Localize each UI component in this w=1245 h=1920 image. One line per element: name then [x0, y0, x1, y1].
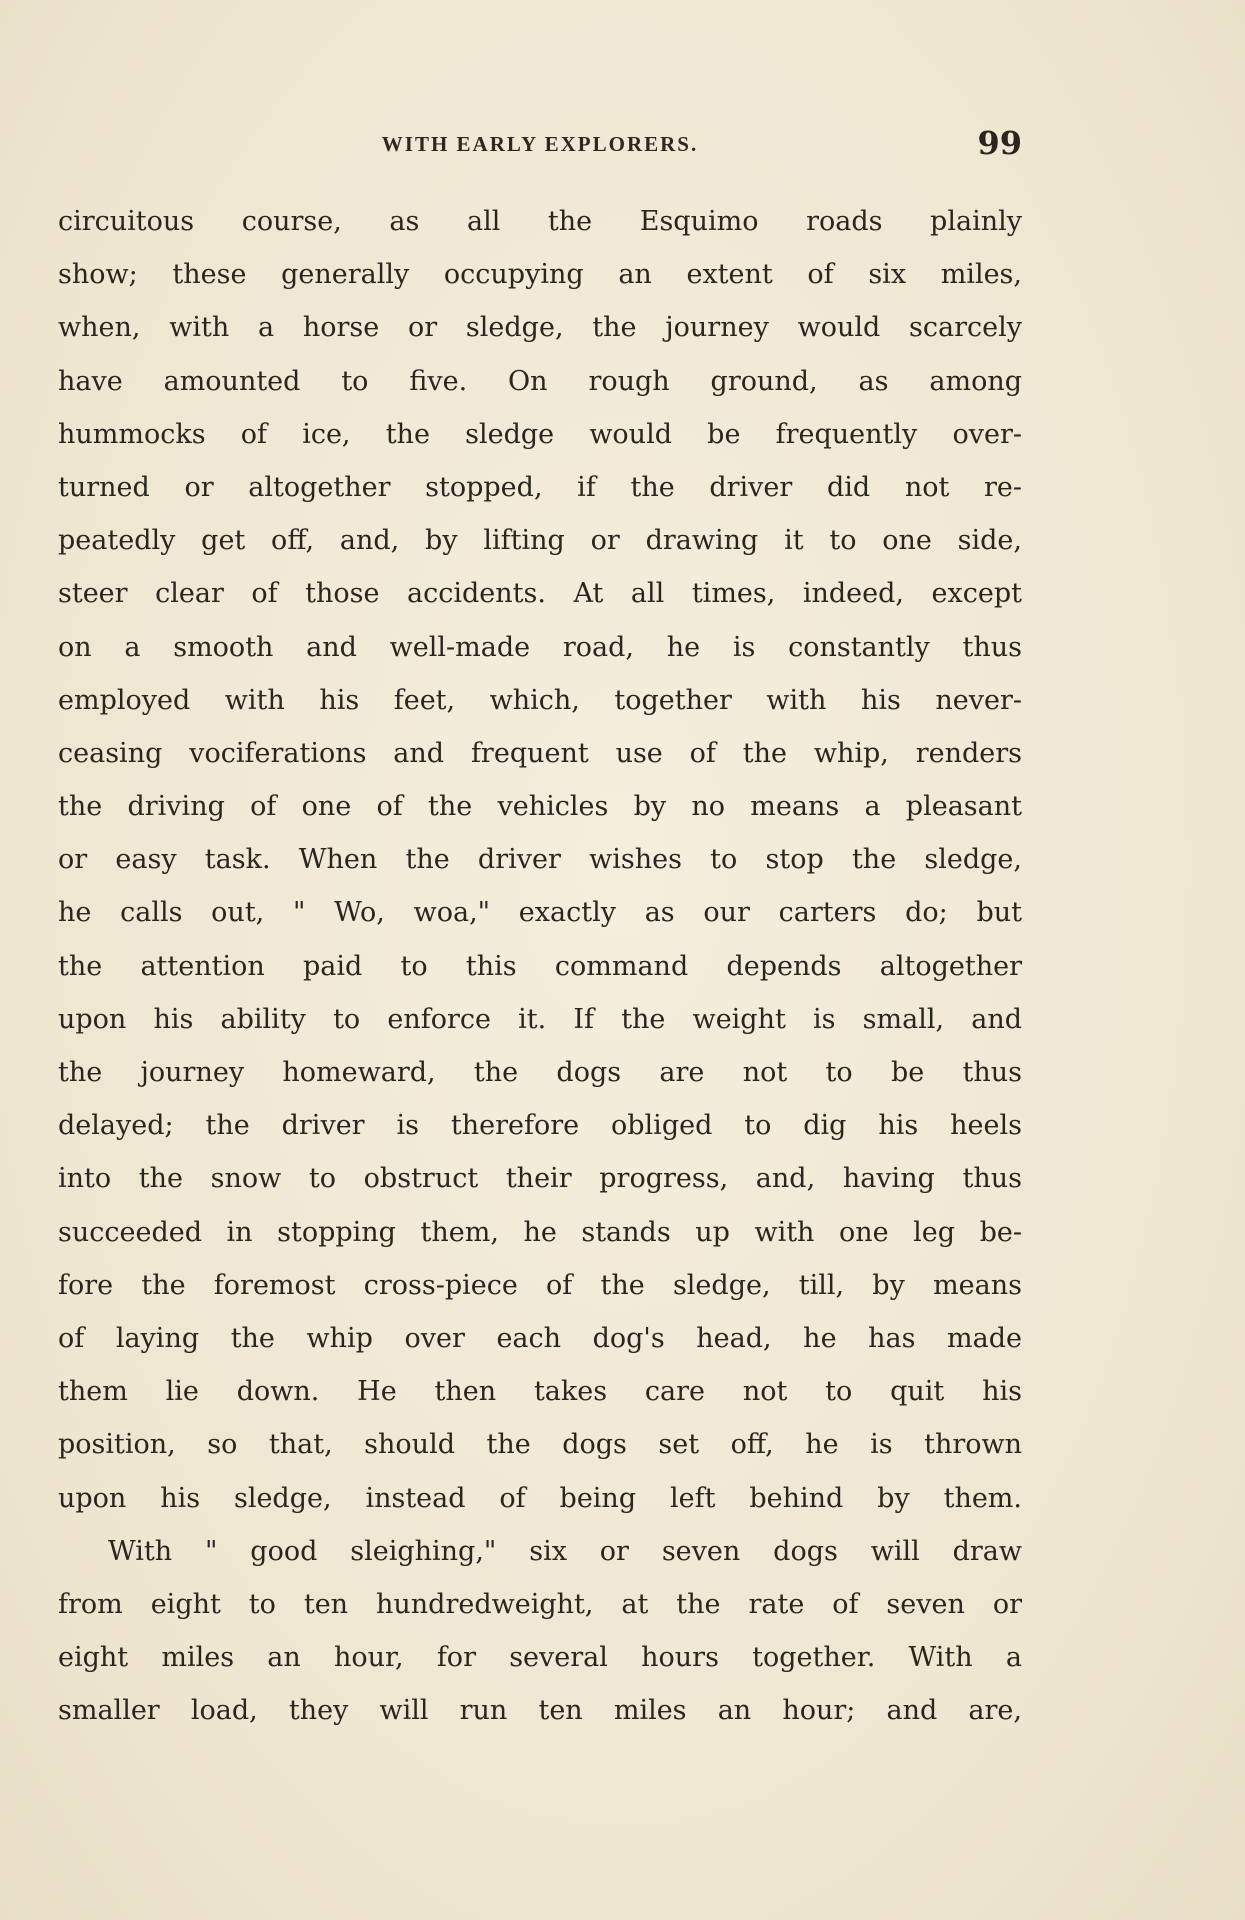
body-text: [58, 195, 1022, 1737]
text-line: eight miles an hour, for several hours together. With a: [58, 1642, 1022, 1674]
text-line: steer clear of those accidents. At all times, indeed, except: [58, 578, 1022, 610]
page-number: 99: [977, 124, 1022, 162]
text-line: peatedly get off, and, by lifting or drawing it to one side,: [58, 525, 1022, 557]
text-line: circuitous course, as all the Esquimo roads plainly: [58, 206, 1022, 237]
text-line: the journey homeward, the dogs are not to be thus: [58, 1057, 1022, 1088]
text-line: employed with his feet, which, together with his never-: [58, 684, 1022, 716]
running-title: WITH EARLY EXPLORERS.: [381, 132, 699, 156]
text-line: the driving of one of the vehicles by no means a pleasant: [58, 791, 1022, 823]
text-line: he calls out, " Wo, woa," exactly as our carters do; but: [58, 897, 1022, 929]
text-line: when, with a horse or sledge, the journey would scarcely: [58, 312, 1022, 344]
text-line: the attention paid to this command depends altogether: [58, 950, 1022, 982]
text-line: smaller load, they will run ten miles an hour; and are,: [58, 1695, 1022, 1727]
text-line: show; these generally occupying an extent of six miles,: [58, 259, 1022, 291]
text-line: of laying the whip over each dog's head, he has made: [58, 1322, 1022, 1354]
text-line: ceasing vociferations and frequent use of the whip, renders: [58, 737, 1022, 769]
text-line: delayed; the driver is therefore obliged to dig his heels: [58, 1110, 1022, 1142]
text-line: have amounted to five. On rough ground, as among: [58, 365, 1022, 397]
text-line: into the snow to obstruct their progress, and, having thus: [58, 1163, 1022, 1195]
text-line: position, so that, should the dogs set off, he is thrown: [58, 1429, 1022, 1461]
text-line: or easy task. When the driver wishes to stop the sledge,: [58, 844, 1022, 876]
running-head: [58, 124, 1022, 164]
text-line: succeeded in stopping them, he stands up with one leg be-: [58, 1216, 1022, 1248]
text-line: hummocks of ice, the sledge would be frequently over-: [58, 418, 1022, 450]
text-line: fore the foremost cross-piece of the sledge, till, by means: [58, 1269, 1022, 1301]
text-line: from eight to ten hundredweight, at the rate of seven or: [58, 1588, 1022, 1620]
paragraph-start-line: With " good sleighing," six or seven dogs will draw: [108, 1535, 1022, 1567]
text-line: them lie down. He then takes care not to quit his: [58, 1376, 1022, 1408]
text-line: turned or altogether stopped, if the driver did not re-: [58, 471, 1022, 503]
text-line: upon his sledge, instead of being left behind by them.: [58, 1482, 1022, 1514]
text-line: on a smooth and well-made road, he is constantly thus: [58, 631, 1022, 663]
text-line: upon his ability to enforce it. If the weight is small, and: [58, 1003, 1022, 1035]
